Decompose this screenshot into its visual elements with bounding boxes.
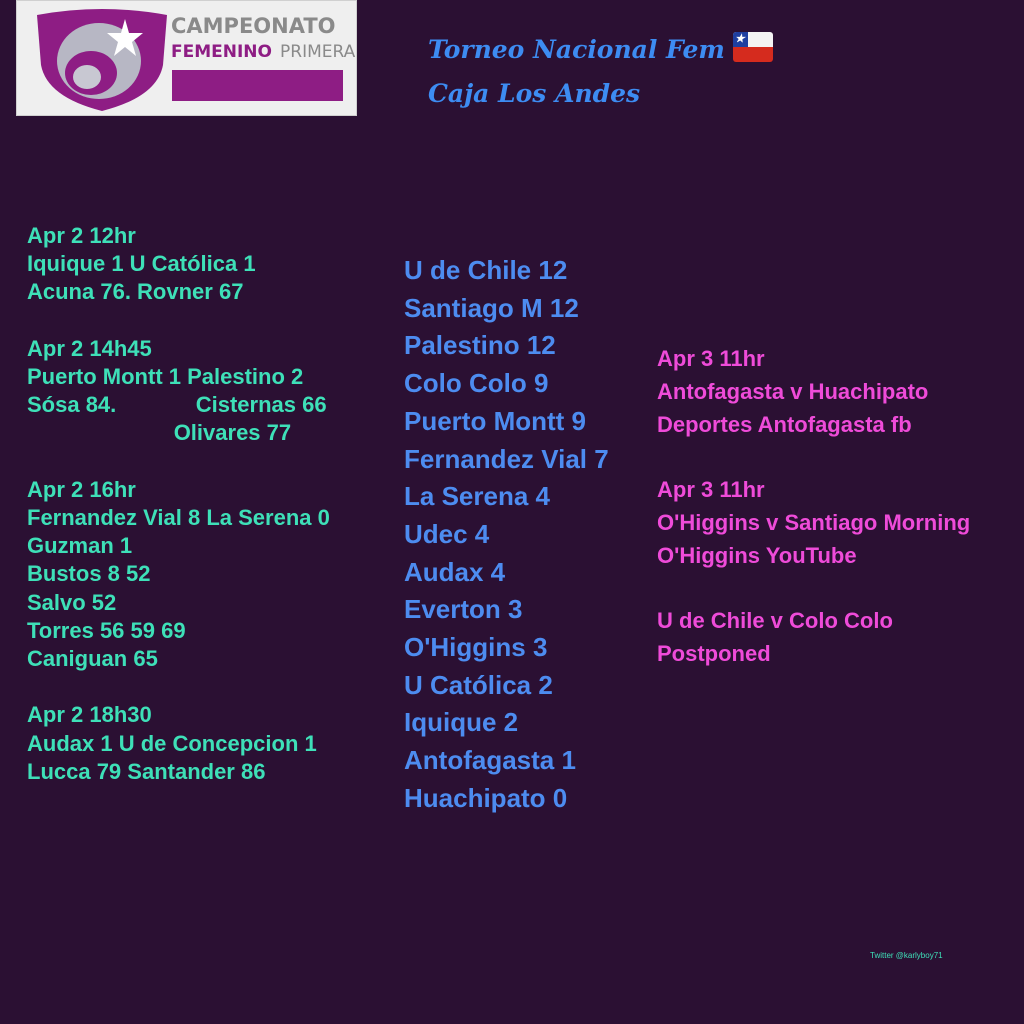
match-scorers: Salvo 52 [27, 589, 117, 615]
match-block [27, 222, 330, 307]
chile-flag-icon: ★ [733, 32, 773, 62]
page-title [428, 28, 773, 116]
match-scorers: Caniguan 65 [27, 646, 158, 672]
match-block [27, 335, 330, 448]
title-line-1 [428, 28, 773, 72]
standings-row: Iquique 2 [404, 707, 519, 738]
standings-row: U de Chile 12 [404, 255, 568, 285]
match-score: Fernandez Vial 8 La Serena 0 [27, 505, 330, 530]
match-time: Apr 2 16hr [27, 476, 136, 502]
logo-text-femenino: FEMENINO [171, 42, 272, 62]
match-scorers: Bustos 8 52 [27, 561, 151, 587]
match-time: Apr 2 14h45 [27, 335, 152, 361]
upcoming-block [657, 343, 970, 441]
match-scorers: Guzman 1 [27, 533, 133, 559]
standings-row: U Católica 2 [404, 669, 553, 700]
standings-row: Huachipato 0 [404, 782, 568, 813]
match-scorers: Torres 56 59 69 [27, 617, 186, 643]
upcoming-status: Postponed [657, 641, 771, 667]
match-block [27, 701, 330, 786]
league-logo [16, 0, 357, 116]
upcoming-block [657, 605, 970, 671]
results-column [27, 222, 330, 786]
upcoming-time: Apr 3 11hr [657, 477, 765, 503]
standings-row: Palestino 12 [404, 330, 556, 361]
standings-row: Audax 4 [404, 556, 506, 587]
standings-row: Colo Colo 9 [404, 368, 549, 399]
match-scorers: Sósa 84. Cisternas 66 [27, 392, 327, 418]
standings-column [404, 252, 609, 818]
match-time: Apr 2 18h30 [27, 702, 152, 728]
match-scorers: Acuna 76. Rovner 67 [27, 279, 244, 305]
match-scorers: Lucca 79 Santander 86 [27, 758, 266, 784]
match-score: Iquique 1 U Católica 1 [27, 251, 256, 277]
upcoming-broadcast: O'Higgins YouTube [657, 542, 857, 568]
standings-row: O'Higgins 3 [404, 632, 548, 663]
standings-row: Everton 3 [404, 594, 523, 625]
upcoming-broadcast: Deportes Antofagasta fb [657, 411, 912, 437]
shield-logo-icon [29, 5, 175, 113]
match-block [27, 476, 330, 673]
title-line-2: Caja Los Andes [428, 79, 641, 108]
standings-row: Puerto Montt 9 [404, 405, 586, 436]
twitter-credit: Twitter @karlyboy71 [870, 951, 943, 960]
match-score: Puerto Montt 1 Palestino 2 [27, 364, 304, 389]
upcoming-time: Apr 3 11hr [657, 346, 765, 371]
standings-row: La Serena 4 [404, 481, 550, 512]
match-scorers: Olivares 77 [27, 420, 292, 446]
upcoming-column [657, 343, 970, 671]
title-text: Torneo Nacional Fem [428, 35, 725, 64]
standings-row: Santiago M 12 [404, 292, 579, 323]
logo-bar [172, 70, 343, 101]
standings-row: Fernandez Vial 7 [404, 443, 609, 474]
standings-row: Udec 4 [404, 518, 490, 549]
upcoming-match: U de Chile v Colo Colo [657, 608, 893, 634]
logo-text-campeonato: CAMPEONATO [171, 14, 336, 38]
upcoming-match: O'Higgins v Santiago Morning [657, 509, 971, 535]
upcoming-block [657, 474, 970, 572]
logo-text-primera: PRIMERA [280, 42, 356, 62]
upcoming-match: Antofagasta v Huachipato [657, 378, 929, 404]
standings-row: Antofagasta 1 [404, 745, 576, 776]
match-score: Audax 1 U de Concepcion 1 [27, 730, 317, 756]
match-time: Apr 2 12hr [27, 223, 136, 248]
